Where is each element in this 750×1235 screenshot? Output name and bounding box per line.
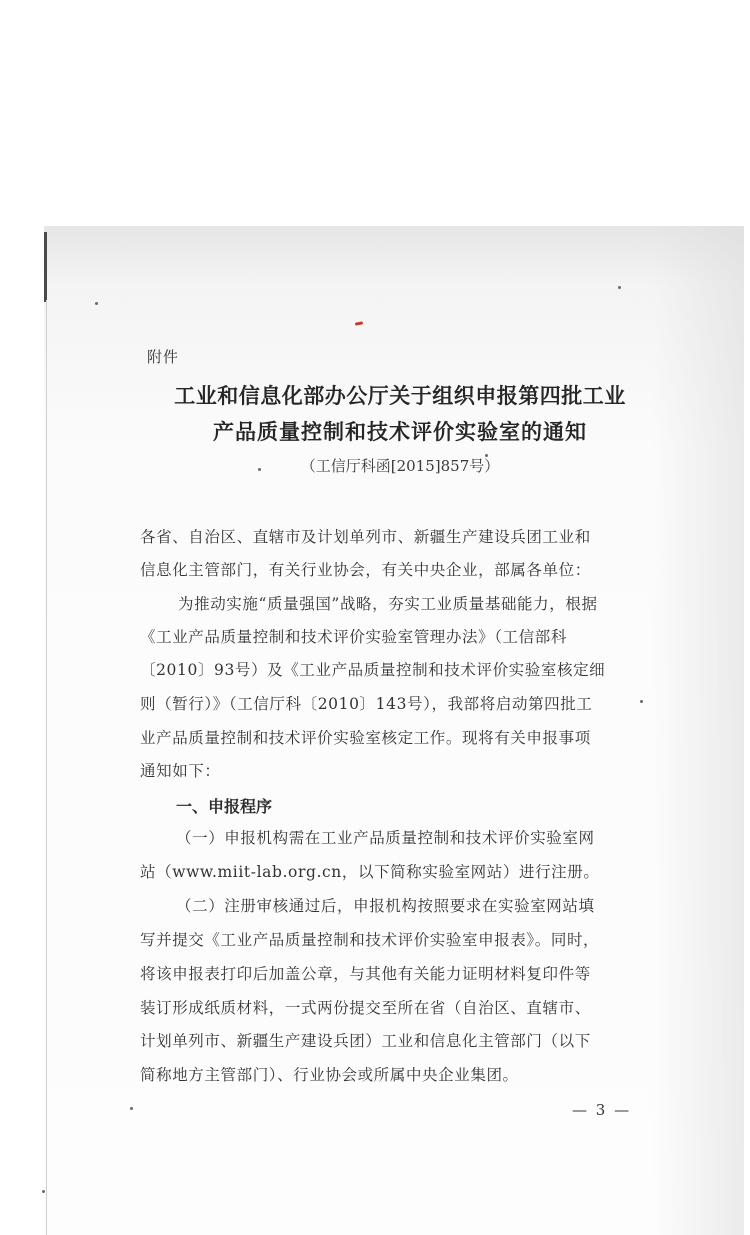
paper-edge-line [46,300,47,1235]
item-2-line-6: 简称地方主管部门）、行业协会或所属中央企业集团。 [140,1066,519,1084]
paragraph-1-line-1: 为推动实施“质量强国”战略，夯实工业质量基础能力，根据 [178,595,598,613]
paragraph-1-line-4: 则（暂行）》（工信厅科〔2010〕143号），我部将启动第四批工 [140,695,593,713]
scan-speck [95,302,98,305]
item-2-line-2: 写并提交《工业产品质量控制和技术评价实验室申报表》。同时， [140,931,600,949]
paragraph-1-line-2: 《工业产品质量控制和技术评价实验室管理办法》（工信部科 [140,628,567,646]
section-heading-application-procedure: 一、申报程序 [176,797,273,816]
item-2-line-4: 装订形成纸质材料，一式两份提交至所在省（自治区、直辖市、 [140,999,591,1017]
scan-speck [130,1107,133,1110]
item-2-line-1: （二）注册审核通过后，申报机构按照要求在实验室网站填 [176,897,595,915]
item-1-line-1: （一）申报机构需在工业产品质量控制和技术评价实验室网 [176,829,595,847]
paragraph-1-line-6: 通知如下： [140,762,221,780]
paragraph-1-line-5: 业产品质量控制和技术评价实验室核定工作。现将有关申报事项 [140,729,591,747]
scan-speck [42,1190,45,1193]
document-title-line-2: 产品质量控制和技术评价实验室的通知 [213,419,587,444]
paragraph-1-line-3: 〔2010〕93号）及《工业产品质量控制和技术评价实验室核定细 [140,661,606,679]
item-2-line-3: 将该申报表打印后加盖公章，与其他有关能力证明材料复印件等 [140,965,591,983]
scan-speck [640,700,643,703]
scan-shading [652,226,744,1235]
document-number: （工信厅科函[2015]857号） [300,457,500,475]
addressee-line-1: 各省、自治区、直辖市及计划单列市、新疆生产建设兵团工业和 [140,528,591,546]
scan-speck [618,286,621,289]
page-number: — 3 — [572,1101,632,1119]
item-2-line-5: 计划单列市、新疆生产建设兵团）工业和信息化主管部门（以下 [140,1032,591,1050]
item-1-line-2: 站（www.miit-lab.org.cn，以下简称实验室网站）进行注册。 [140,863,600,881]
document-title-line-1: 工业和信息化部办公厅关于组织申报第四批工业 [174,383,626,408]
attachment-label: 附件 [147,348,180,366]
addressee-line-2: 信息化主管部门，有关行业协会，有关中央企业，部属各单位： [140,561,591,579]
paper-edge-shadow [44,232,47,302]
